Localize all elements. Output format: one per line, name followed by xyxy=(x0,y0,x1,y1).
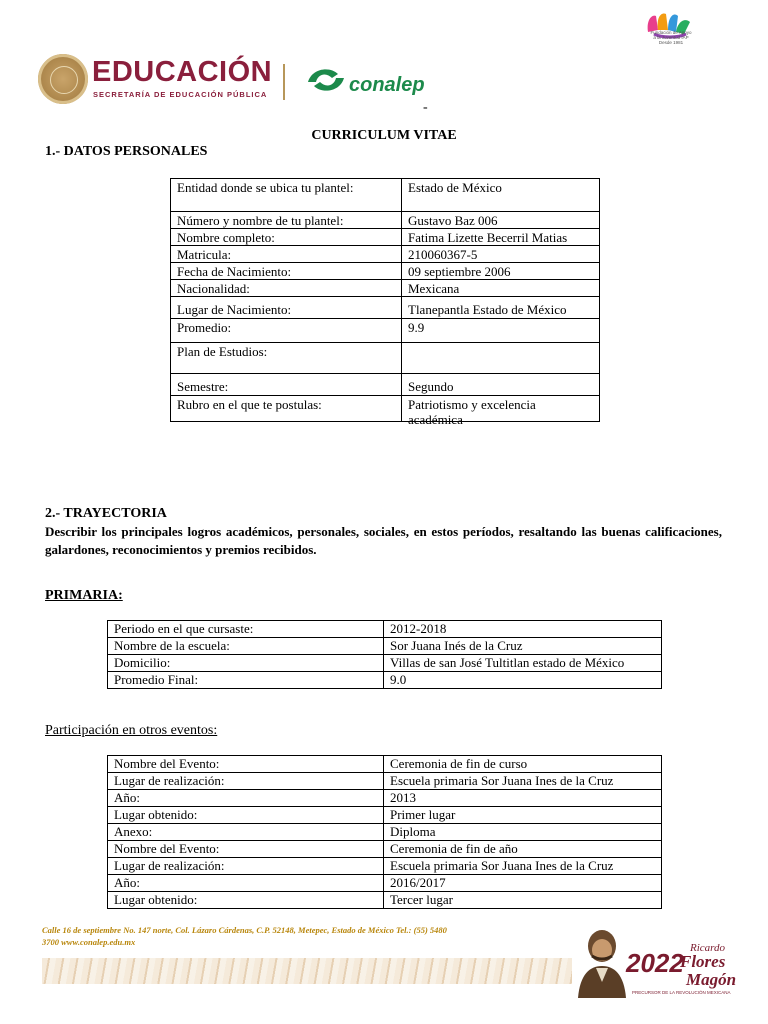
conalep-logo-icon xyxy=(304,64,348,96)
row-label: Nombre del Evento: xyxy=(108,756,384,773)
row-value-cell xyxy=(402,396,600,427)
row-value: Patriotismo y excelencia académica xyxy=(408,397,536,427)
trayectoria-description: Describir los principales logros académicos, personales, sociales, en estos períodos, resaltando las buenas calificaciones, galardones, reconocimientos y premios recibidos. xyxy=(45,524,722,557)
conalep-logo-text: conalep xyxy=(349,74,425,96)
row-value: 2013 xyxy=(384,790,662,807)
row-value: Tercer lugar xyxy=(384,892,662,909)
magon-name-magon: Magón xyxy=(686,970,737,989)
row-value: Segundo xyxy=(402,374,600,396)
table-row xyxy=(171,343,600,374)
row-label: Entidad donde se ubica tu plantel: xyxy=(171,179,402,212)
row-value: Mexicana xyxy=(402,280,600,297)
fundacion-caption xyxy=(636,30,706,45)
eventos-heading: Participación en otros eventos: xyxy=(45,723,218,738)
row-value: 2012-2018 xyxy=(384,621,662,638)
table-row xyxy=(171,297,600,319)
footer-decorative-band xyxy=(42,958,572,984)
row-value: 09 septiembre 2006 xyxy=(402,263,600,280)
educacion-logo-title: EDUCACIÓN xyxy=(92,56,273,88)
row-value: 9.9 xyxy=(402,319,600,343)
table-row xyxy=(171,229,600,246)
row-label: Nombre del Evento: xyxy=(108,841,384,858)
personal-data-table xyxy=(170,178,600,427)
row-label: Promedio Final: xyxy=(108,672,384,689)
row-value: Ceremonia de fin de curso xyxy=(384,756,662,773)
row-label: Año: xyxy=(108,875,384,892)
table-row xyxy=(171,280,600,297)
row-label: Nacionalidad: xyxy=(171,280,402,297)
magon-name-flores: Flores xyxy=(680,952,726,971)
row-value: 9.0 xyxy=(384,672,662,689)
row-value: Escuela primaria Sor Juana Ines de la Cruz xyxy=(384,858,662,875)
primaria-table xyxy=(107,620,662,689)
table-row xyxy=(171,319,600,343)
fundacion-caption-line: Fundación de Apoyo xyxy=(650,30,692,35)
table-row xyxy=(108,807,662,824)
row-label: Rubro en el que te postulas: xyxy=(171,396,402,422)
footer-address-line: 3700 www.conalep.edu.mx xyxy=(42,937,136,947)
seal-ring xyxy=(50,66,78,94)
table-row xyxy=(171,179,600,212)
section-title-datos-personales: 1.- DATOS PERSONALES xyxy=(45,144,208,159)
row-label: Lugar de realización: xyxy=(108,858,384,875)
table-row xyxy=(108,841,662,858)
row-value: Ceremonia de fin de año xyxy=(384,841,662,858)
row-label: Lugar de realización: xyxy=(108,773,384,790)
row-value: Gustavo Baz 006 xyxy=(402,212,600,229)
table-row xyxy=(171,212,600,229)
magon-name-first: Ricardo xyxy=(690,942,726,954)
table-row xyxy=(171,374,600,396)
eventos-table xyxy=(107,755,662,909)
row-label: Anexo: xyxy=(108,824,384,841)
footer-address-line: Calle 16 de septiembre No. 147 norte, Col. Lázaro Cárdenas, C.P. 52148, Metepec, Estado de México Tel.: (55) 5480 xyxy=(42,925,447,935)
table-row xyxy=(108,655,662,672)
table-row xyxy=(108,621,662,638)
row-label: Promedio: xyxy=(171,319,402,343)
table-row xyxy=(108,875,662,892)
dash-mark: - xyxy=(423,100,428,115)
row-value xyxy=(402,343,600,374)
table-row xyxy=(108,858,662,875)
table-row xyxy=(108,672,662,689)
row-label: Lugar de Nacimiento: xyxy=(171,297,402,319)
row-value: Primer lugar xyxy=(384,807,662,824)
row-label: Número y nombre de tu plantel: xyxy=(171,212,402,229)
row-label: Domicilio: xyxy=(108,655,384,672)
row-label: Semestre: xyxy=(171,374,402,396)
educacion-logo-subtitle: SECRETARÍA DE EDUCACIÓN PÚBLICA xyxy=(93,90,268,99)
row-label: Fecha de Nacimiento: xyxy=(171,263,402,280)
table-row xyxy=(171,396,600,422)
table-row xyxy=(108,824,662,841)
row-label: Matricula: xyxy=(171,246,402,263)
row-label: Nombre completo: xyxy=(171,229,402,246)
row-label: Lugar obtenido: xyxy=(108,807,384,824)
table-row xyxy=(108,892,662,909)
row-label: Lugar obtenido: xyxy=(108,892,384,909)
year-caption: PRECURSOR DE LA REVOLUCIÓN MEXICANA xyxy=(632,990,731,995)
row-value: Estado de México xyxy=(402,179,600,212)
ricardo-flores-magon-portrait xyxy=(572,922,630,998)
table-row xyxy=(108,756,662,773)
table-row xyxy=(108,773,662,790)
footer-address xyxy=(42,924,492,948)
table-row xyxy=(108,790,662,807)
row-label: Nombre de la escuela: xyxy=(108,638,384,655)
row-value: 210060367-5 xyxy=(402,246,600,263)
fundacion-caption-line: a la Juventud IAP xyxy=(653,35,689,40)
row-label: Año: xyxy=(108,790,384,807)
row-value: Fatima Lizette Becerril Matias xyxy=(402,229,600,246)
fundacion-caption-line: Desde 1981 xyxy=(658,40,684,45)
row-value: Tlanepantla Estado de México xyxy=(402,297,600,319)
year-2022-mark: 2022 xyxy=(626,948,684,978)
row-value: Villas de san José Tultitlan estado de México xyxy=(384,655,662,672)
table-row xyxy=(108,638,662,655)
document-title: CURRICULUM VITAE xyxy=(311,128,457,143)
primaria-heading: PRIMARIA: xyxy=(45,588,123,603)
row-label: Periodo en el que cursaste: xyxy=(108,621,384,638)
section-title-trayectoria: 2.- TRAYECTORIA xyxy=(45,506,167,521)
row-label: Plan de Estudios: xyxy=(171,343,402,374)
table-row xyxy=(171,246,600,263)
row-value: 2016/2017 xyxy=(384,875,662,892)
row-value: Sor Juana Inés de la Cruz xyxy=(384,638,662,655)
row-value: Escuela primaria Sor Juana Ines de la Cruz xyxy=(384,773,662,790)
table-row xyxy=(171,263,600,280)
logo-divider xyxy=(283,64,285,100)
row-value: Diploma xyxy=(384,824,662,841)
